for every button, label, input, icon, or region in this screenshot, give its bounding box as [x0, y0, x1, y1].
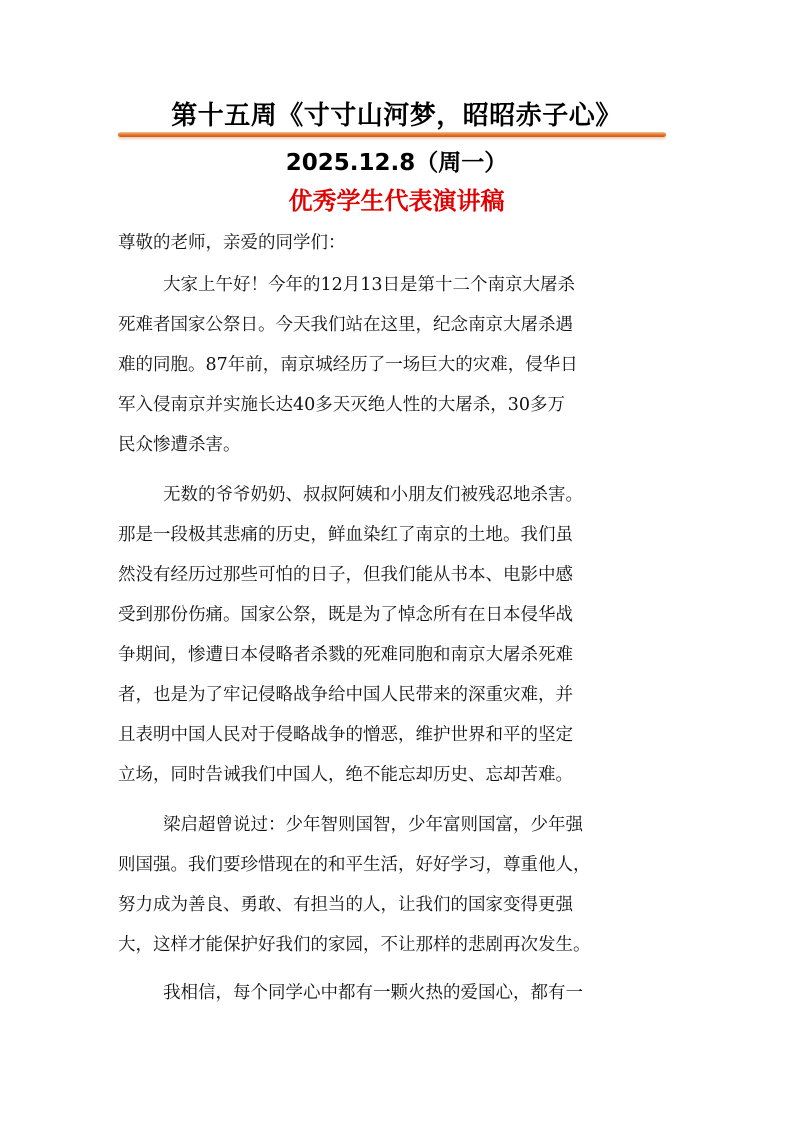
paragraph-2-line-1: 无数的爷爷奶奶、叔叔阿姨和小朋友们被残忍地杀害。	[163, 485, 583, 505]
document-subtitle: 优秀学生代表演讲稿	[288, 186, 505, 215]
paragraph-2-line-2: 那是一段极其悲痛的历史，鲜血染红了南京的土地。我们虽	[118, 525, 573, 545]
paragraph-1-line-1: 大家上午好！今年的12月13日是第十二个南京大屠杀	[163, 275, 576, 295]
paragraph-1-line-4: 军入侵南京并实施长达40多天灭绝人性的大屠杀，30多万	[118, 395, 566, 415]
salutation-line: 尊敬的老师，亲爱的同学们：	[118, 233, 346, 253]
paragraph-1-line-5: 民众惨遭杀害。	[118, 435, 241, 455]
document-title: 第十五周《寸寸山河梦，昭昭赤子心》	[171, 101, 622, 131]
paragraph-3-line-4: 大，这样才能保护好我们的家园，不让那样的悲剧再次发生。	[118, 935, 591, 955]
paragraph-1-line-3: 难的同胞。87年前，南京城经历了一场巨大的灾难，侵华日	[118, 355, 578, 375]
paragraph-4-line-1: 我相信，每个同学心中都有一颗火热的爱国心，都有一	[163, 983, 583, 1003]
paragraph-1-line-2: 死难者国家公祭日。今天我们站在这里，纪念南京大屠杀遇	[118, 315, 573, 335]
paragraph-2-line-4: 受到那份伤痛。国家公祭，既是为了悼念所有在日本侵华战	[118, 605, 573, 625]
document-date: 2025.12.8（周一）	[285, 150, 508, 176]
paragraph-2-line-8: 立场，同时告诫我们中国人，绝不能忘却历史、忘却苦难。	[118, 765, 573, 785]
paragraph-3-line-2: 则国强。我们要珍惜现在的和平生活，好好学习，尊重他人，	[118, 855, 591, 875]
paragraph-2-line-3: 然没有经历过那些可怕的日子，但我们能从书本、电影中感	[118, 565, 573, 585]
paragraph-2-line-7: 且表明中国人民对于侵略战争的憎恶，维护世界和平的坚定	[118, 725, 573, 745]
paragraph-2-line-6: 者，也是为了牢记侵略战争给中国人民带来的深重灾难，并	[118, 685, 573, 705]
title-underline-divider	[118, 132, 666, 137]
paragraph-2-line-5: 争期间，惨遭日本侵略者杀戮的死难同胞和南京大屠杀死难	[118, 645, 573, 665]
paragraph-3-line-3: 努力成为善良、勇敢、有担当的人，让我们的国家变得更强	[118, 895, 573, 915]
paragraph-3-line-1: 梁启超曾说过：少年智则国智，少年富则国富，少年强	[163, 815, 583, 835]
